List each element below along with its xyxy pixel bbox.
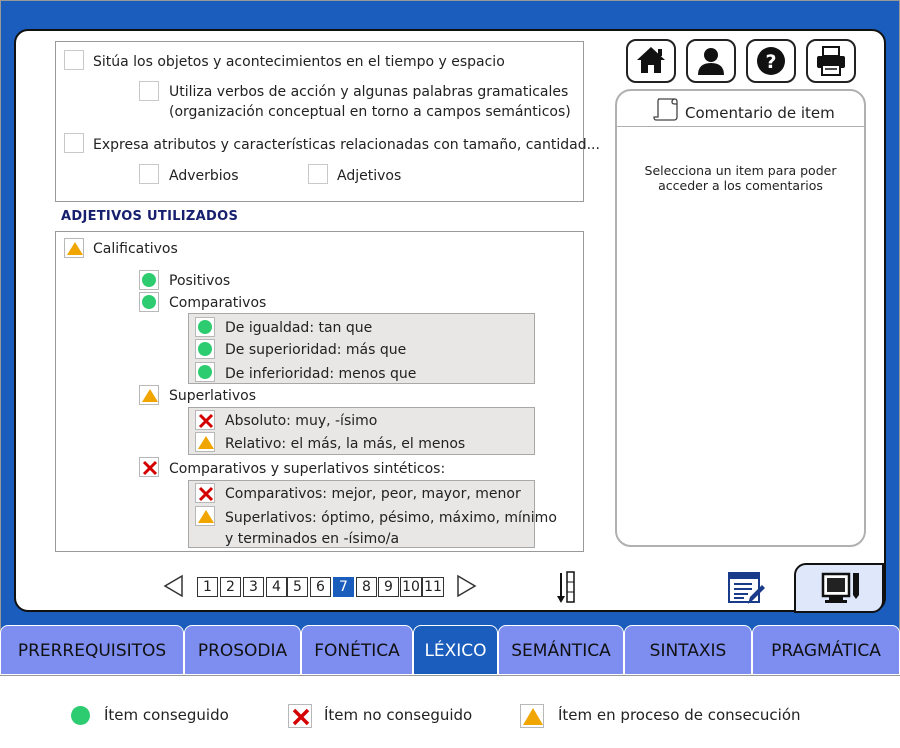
svg-text:?: ? [765,51,777,73]
comment-panel-message: Selecciona un item para poder acceder a los comentarios [644,163,837,193]
adj-positivos: Positivos [169,273,231,289]
page-8-button[interactable]: 8 [356,577,377,597]
print-button[interactable] [806,39,856,83]
page-3-button[interactable]: 3 [243,577,264,597]
comment-panel-header [617,91,864,127]
help-button[interactable] [746,39,796,83]
in-progress-icon[interactable] [195,506,215,526]
not-achieved-legend-icon [288,704,312,728]
tab-prerrequisitos[interactable]: PRERREQUISITOS [0,625,184,675]
achieved-legend-icon [69,704,93,728]
not-achieved-icon[interactable] [195,483,215,503]
criteria-item-1: Sitúa los objetos y acontecimientos en el tiempo y espacio [93,54,505,70]
legend-achieved: Ítem conseguido [104,706,229,724]
page-9-button[interactable]: 9 [378,577,399,597]
adj-igualdad: De igualdad: tan que [225,320,373,336]
home-icon [628,41,674,81]
criteria-checkbox-3[interactable] [64,133,84,153]
achieved-icon[interactable] [139,292,159,312]
monitor-tab-button[interactable] [794,563,884,613]
criteria-item-3: Expresa atributos y características relacionadas con tamaño, cantidad... [93,137,600,153]
page-10-button[interactable]: 10 [400,577,422,597]
prev-page-button[interactable] [162,574,186,598]
adj-sup-sinteticos-line2: y terminados en -ísimo/a [225,531,400,547]
not-achieved-icon[interactable] [195,410,215,430]
page-11-button[interactable]: 11 [422,577,444,597]
achieved-icon[interactable] [139,270,159,290]
in-progress-icon[interactable] [64,238,84,258]
criteria-item-2-line2: (organización conceptual en torno a campos semánticos) [169,104,571,120]
user-icon [688,41,734,81]
adj-comp-sinteticos: Comparativos: mejor, peor, mayor, menor [225,486,521,502]
adj-superlativos: Superlativos [169,388,257,404]
legend-not-achieved: Ítem no conseguido [324,706,473,724]
adj-relativo: Relativo: el más, la más, el menos [225,436,466,452]
in-progress-legend-icon [520,704,544,728]
home-button[interactable] [626,39,676,83]
adj-inferioridad: De inferioridad: menos que [225,366,417,382]
criteria-checkbox-adverbios[interactable] [139,164,159,184]
achieved-icon[interactable] [195,362,215,382]
next-page-button[interactable] [455,574,479,598]
help-icon [748,41,794,81]
adj-absoluto: Absoluto: muy, -ísimo [225,413,378,429]
user-button[interactable] [686,39,736,83]
tab-fonetica[interactable]: FONÉTICA [301,625,413,675]
scroll-icon [651,95,681,123]
achieved-icon[interactable] [195,317,215,337]
criteria-checkbox-1[interactable] [64,50,84,70]
adj-calificativos: Calificativos [93,241,178,257]
achieved-icon[interactable] [195,339,215,359]
page-4-button[interactable]: 4 [266,577,287,597]
page-2-button[interactable]: 2 [220,577,241,597]
comment-panel-title: Comentario de item [685,104,835,122]
criteria-sub-adjetivos: Adjetivos [337,168,402,184]
printer-icon [808,41,854,81]
tab-pragmatica[interactable]: PRAGMÁTICA [752,625,900,675]
section-heading: ADJETIVOS UTILIZADOS [61,209,239,224]
not-achieved-icon[interactable] [139,457,159,477]
criteria-sub-adverbios: Adverbios [169,168,239,184]
tab-prosodia[interactable]: PROSODIA [184,625,301,675]
page-6-button[interactable]: 6 [310,577,331,597]
in-progress-icon[interactable] [139,385,159,405]
tab-sintaxis[interactable]: SINTAXIS [624,625,752,675]
page-7-button[interactable]: 7 [333,577,354,597]
monitor-icon [819,569,863,609]
criteria-checkbox-adjetivos[interactable] [308,164,328,184]
edit-report-icon[interactable] [726,570,766,606]
comment-panel [615,89,866,547]
adj-superioridad: De superioridad: más que [225,342,407,358]
in-progress-icon[interactable] [195,432,215,452]
legend-in-progress: Ítem en proceso de consecución [558,706,801,724]
tab-semantica[interactable]: SEMÁNTICA [498,625,624,675]
adj-sup-sinteticos-line1: Superlativos: óptimo, pésimo, máximo, mínimo [225,510,557,526]
tab-lexico[interactable]: LÉXICO [413,625,498,675]
adj-comparativos: Comparativos [169,295,267,311]
page-5-button[interactable]: 5 [287,577,308,597]
criteria-item-2-line1: Utiliza verbos de acción y algunas palabras gramaticales [169,84,569,100]
page-1-button[interactable]: 1 [197,577,218,597]
adj-sinteticos: Comparativos y superlativos sintéticos: [169,461,446,477]
sort-order-icon[interactable] [555,569,579,607]
criteria-checkbox-2[interactable] [139,81,159,101]
